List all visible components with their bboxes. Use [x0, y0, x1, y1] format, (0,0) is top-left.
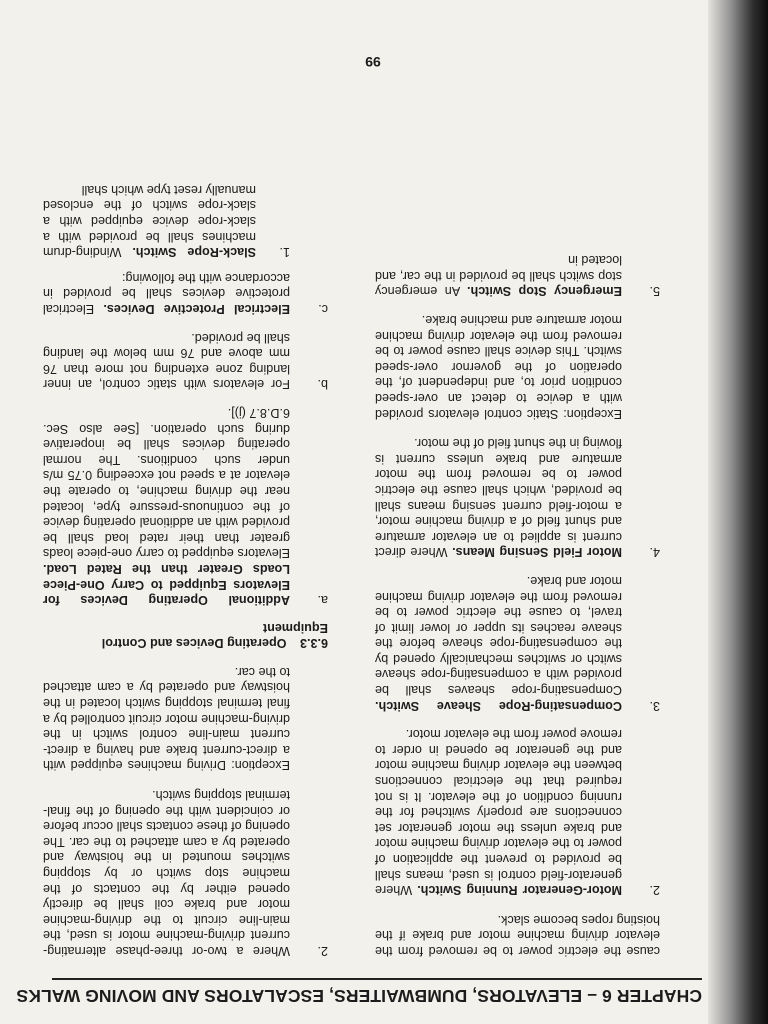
item-title: Emergency Stop Switch. [467, 284, 622, 299]
sub-sub-item-title: Slack-Rope Switch. [132, 245, 256, 260]
sub-item-text: Electrical protective devices shall be provided in accordance with the following: [43, 270, 290, 317]
left-intro-text: cause the electric power to be removed from the elevator driving machine motor and brake if the hoisting ropes become slack. [375, 912, 660, 958]
item-number: 2. [317, 944, 328, 958]
item-text: Where generator-field control is used, means shall be provided to prevent the application of power to the elevator driving machine motor and brake unless the motor generator set connections are properly switched for the running condition of the elevator. It is not required that the electrical connections between the elevator driving machine motor and the generator be opened in order to remove power from the elevator motor. [375, 727, 622, 898]
sub-item-electrical-protective-devices [43, 181, 328, 316]
item-text: Compensating-rope sheaves shall be provided with a compensating-rope sheave switch or switches mechanically opened by the compensating-rope sheave before the sheave reaches its upper or lower limit of travel, to cause the electric power to be removed from the elevator driving machine motor and brake. [375, 573, 622, 698]
item-text: Where direct current is applied to an elevator armature and shunt field of a driving machine motor, a motor-field current sensing means shall be provided, which shall cause the electric power to be removed from the motor armature and brake unless current is flowing in the shunt field of the motor. [375, 436, 622, 560]
item-motor-generator-running-switch [375, 726, 660, 898]
sub-item-text: Elevators equipped to carry one-piece loads greater than their rated load shall be provided with an additional operating device of the continuous-pressure type, located near the driving machine, to operate the elevator at a speed not exceeding 0.75 m/s under such conditions. The normal operating devices shall be inoperative during such operation. [See also Sec. 6.D.8.7 (j)]. [43, 406, 290, 561]
sub-item-letter: a. [317, 593, 328, 608]
item-text: An emergency stop switch shall be provided in the car, and located in [374, 253, 622, 299]
sub-item-letter: b. [317, 377, 328, 392]
item-compensating-rope-sheave-switch [375, 572, 660, 712]
sub-sub-item-text: Winding-drum machines shall be provided with a slack-rope device equipped with a slack-rope switch of the enclosed manually reset type which shall [43, 182, 256, 260]
sub-item-title: Electrical Protective Devices. [103, 302, 290, 317]
item-title: Compensating-Rope Sheave Switch. [375, 698, 622, 713]
item-number: 5. [649, 284, 660, 299]
item-ac-main-line-circuit [43, 663, 328, 958]
item-title: Motor Field Sensing Means. [452, 545, 622, 560]
sub-item-inner-landing-zone [43, 329, 328, 391]
left-column [375, 239, 660, 958]
section-number: 6.3.3 [299, 636, 328, 651]
right-column [43, 168, 328, 958]
item-motor-field-sensing-means [375, 311, 660, 559]
sub-item-title: Additional Operating Devices for Elevators Equipped to Carry One-Piece Loads Greater than the Rated Load. [43, 561, 290, 608]
item-title: Motor-Generator Running Switch. [417, 883, 622, 898]
sub-item-text: For elevators with static control, an inner landing zone extending not more than 76 mm above and 76 mm below the landing shall be provided. [43, 330, 290, 392]
sub-item-letter: c. [318, 302, 328, 317]
item-exception: Exception: Driving machines equipped with a direct-current brake and having a direct-current main-line control switch in the driving-machine motor circuit controlled by a final terminal stopping switch located in the hoistway and operated by a cam attached to the car. [43, 664, 290, 773]
sub-item-additional-operating-devices [43, 404, 328, 607]
item-number: 4. [649, 545, 660, 560]
item-number: 2. [649, 883, 660, 898]
item-text: Where a two-or three-phase alternating-current driving-machine motor is used, the main-line circuit to the driving-machine motor and brake coil shall be directly opened either by the contacts of the machine stop switch or by stopping switches mounted in the hoistway and operated by a cam attached to the car. The opening of these contacts shall occur before or coincident with the opening of the final-terminal stopping switch. [43, 788, 290, 958]
item-number: 3. [649, 698, 660, 713]
section-heading [43, 619, 328, 650]
chapter-header: CHAPTER 6 – ELEVATORS, DUMBWAITERS, ESCALATORS AND MOVING WALKS [16, 986, 702, 1006]
item-exception: Exception: Static control elevators provided with a device to detect an over-speed condition prior to, and independent of, the operation of the governor over-speed switch. This device shall cause power to be removed from the elevator driving machine motor armature and machine brake. [375, 313, 622, 421]
sub-sub-item-number: 1. [279, 245, 290, 260]
sub-sub-item-slack-rope-switch [43, 181, 290, 259]
section-title: Operating Devices and Control Equipment [101, 620, 328, 651]
item-emergency-stop-switch [375, 252, 660, 299]
page-number: 99 [365, 54, 381, 70]
header-rule [52, 978, 702, 980]
binding-gutter-shadow [708, 0, 768, 1024]
